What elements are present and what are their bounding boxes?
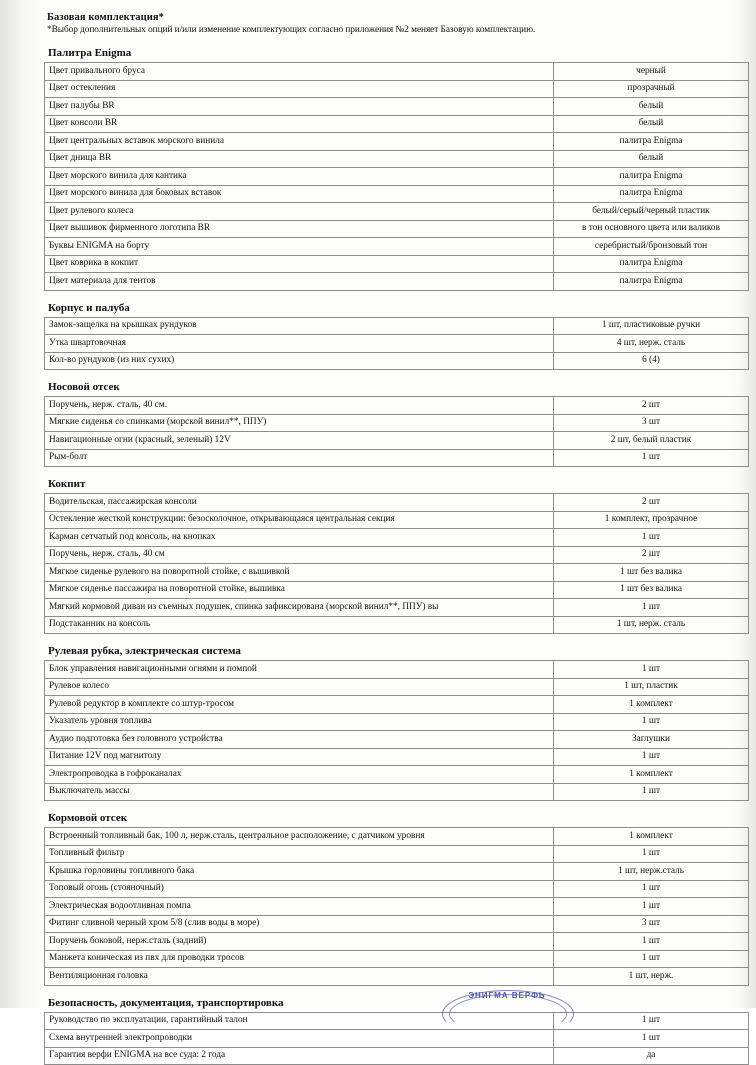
item-name-cell: Цвет рулевого колеса	[45, 203, 554, 221]
table-row	[45, 713, 749, 731]
item-value-cell: белый	[554, 115, 749, 133]
item-value-cell: 1 шт	[554, 880, 749, 898]
table-row	[45, 203, 749, 221]
item-value-cell: 1 шт	[554, 661, 749, 679]
item-value-cell: палитра Enigma	[554, 133, 749, 151]
table-row	[45, 529, 749, 547]
table-row	[45, 933, 749, 951]
item-name-cell: Замок-защелка на крышках рундуков	[45, 317, 554, 335]
item-name-cell: Топовый огонь (стояночный)	[45, 880, 554, 898]
item-value-cell: 1 шт, пластик	[554, 678, 749, 696]
section-title: Безопасность, документация, транспортировка	[48, 997, 730, 1009]
item-value-cell: белый	[554, 98, 749, 116]
spec-section	[44, 812, 730, 986]
spec-table	[44, 1012, 749, 1065]
item-name-cell: Навигационные огни (красный, зеленый) 12V	[45, 432, 554, 450]
spec-section	[44, 381, 730, 467]
table-row	[45, 1030, 749, 1048]
item-value-cell: палитра Enigma	[554, 168, 749, 186]
item-name-cell: Выключатель массы	[45, 783, 554, 801]
spec-section	[44, 645, 730, 801]
spec-section	[44, 997, 730, 1065]
table-row	[45, 678, 749, 696]
table-row	[45, 449, 749, 467]
item-value-cell: 1 шт	[554, 898, 749, 916]
item-value-cell: Заглушки	[554, 731, 749, 749]
item-value-cell: 1 шт	[554, 599, 749, 617]
item-value-cell: 1 шт без валика	[554, 564, 749, 582]
item-value-cell: 1 комплект	[554, 696, 749, 714]
item-name-cell: Фитинг сливной черный хром 5/8 (слив воды в море)	[45, 915, 554, 933]
spec-table	[44, 62, 749, 291]
page-note: *Выбор дополнительных опций и/или изменение комплектующих согласно приложения №2 меняет Базовую комплектацию.	[47, 25, 730, 35]
item-name-cell: Манжета коническая из пвх для проводки тросов	[45, 950, 554, 968]
item-name-cell: Руководство по эксплуатации, гарантийный талон	[45, 1012, 554, 1030]
table-row	[45, 581, 749, 599]
item-name-cell: Цвет привального бруса	[45, 63, 554, 81]
item-name-cell: Рулевой редуктор в комплекте со штур-тросом	[45, 696, 554, 714]
item-name-cell: Питание 12V под магнитолу	[45, 748, 554, 766]
table-row	[45, 828, 749, 846]
table-row	[45, 616, 749, 634]
item-name-cell: Мягкое сиденье пассажира на поворотной стойке, вышивка	[45, 581, 554, 599]
item-name-cell: Электрическая водоотливная помпа	[45, 898, 554, 916]
item-name-cell: Буквы ENIGMA на борту	[45, 238, 554, 256]
item-value-cell: 1 шт	[554, 1030, 749, 1048]
section-title: Кормовой отсек	[48, 812, 730, 824]
table-row	[45, 546, 749, 564]
item-name-cell: Цвет центральных вставок морского винила	[45, 133, 554, 151]
spec-section	[44, 478, 730, 634]
table-row	[45, 783, 749, 801]
item-value-cell: белый	[554, 150, 749, 168]
item-value-cell: в тон основного цвета или валиков	[554, 220, 749, 238]
table-row	[45, 80, 749, 98]
item-name-cell: Цвет днища BR	[45, 150, 554, 168]
table-row	[45, 414, 749, 432]
section-title: Кокпит	[48, 478, 730, 490]
item-value-cell: 1 шт	[554, 713, 749, 731]
item-name-cell: Цвет морского винила для боковых вставок	[45, 185, 554, 203]
table-row	[45, 845, 749, 863]
item-value-cell: 2 шт	[554, 397, 749, 415]
table-row	[45, 494, 749, 512]
spec-table	[44, 493, 749, 634]
item-value-cell: серебристый/бронзовый тон	[554, 238, 749, 256]
spec-table	[44, 317, 749, 371]
table-row	[45, 968, 749, 986]
item-value-cell: 1 шт	[554, 748, 749, 766]
table-row	[45, 133, 749, 151]
stamp-text: ЭНИГМА ВЕРФЬ	[432, 991, 582, 1000]
item-value-cell: 6 (4)	[554, 352, 749, 370]
item-name-cell: Встроенный топливный бак, 100 л, нерж.сталь, центральное расположение, с датчиком уровня	[45, 828, 554, 846]
item-name-cell: Остекление жесткой конструкции: безосколочное, открывающаяся центральная секция	[45, 511, 554, 529]
table-row	[45, 98, 749, 116]
item-value-cell: 1 шт без валика	[554, 581, 749, 599]
table-row	[45, 63, 749, 81]
item-value-cell: 1 шт, пластиковые ручки	[554, 317, 749, 335]
item-value-cell: 2 шт, белый пластик	[554, 432, 749, 450]
item-name-cell: Топливный фильтр	[45, 845, 554, 863]
item-name-cell: Поручень, нерж. сталь, 40 см	[45, 546, 554, 564]
table-row	[45, 352, 749, 370]
item-value-cell: 1 шт	[554, 845, 749, 863]
item-value-cell: 1 комплект	[554, 766, 749, 784]
item-name-cell: Аудио подготовка без головного устройства	[45, 731, 554, 749]
table-row	[45, 432, 749, 450]
table-row	[45, 273, 749, 291]
item-value-cell: 1 комплект, прозрачное	[554, 511, 749, 529]
item-value-cell: 2 шт	[554, 494, 749, 512]
item-name-cell: Цвет остекления	[45, 80, 554, 98]
section-title: Корпус и палуба	[48, 302, 730, 314]
section-title: Палитра Enigma	[48, 47, 730, 59]
section-title: Носовой отсек	[48, 381, 730, 393]
item-value-cell: 2 шт	[554, 546, 749, 564]
item-name-cell: Указатель уровня топлива	[45, 713, 554, 731]
table-row	[45, 1047, 749, 1065]
item-value-cell: 1 шт	[554, 449, 749, 467]
section-title: Рулевая рубка, электрическая система	[48, 645, 730, 657]
table-row	[45, 397, 749, 415]
table-row	[45, 238, 749, 256]
company-stamp	[432, 988, 582, 1022]
item-name-cell: Цвет консоли BR	[45, 115, 554, 133]
item-name-cell: Цвет палубы BR	[45, 98, 554, 116]
item-name-cell: Рым-болт	[45, 449, 554, 467]
item-name-cell: Рулевое колесо	[45, 678, 554, 696]
table-row	[45, 748, 749, 766]
table-row	[45, 335, 749, 353]
item-name-cell: Мягкое сиденье рулевого на поворотной стойке, с вышивкой	[45, 564, 554, 582]
item-name-cell: Утка швартовочная	[45, 335, 554, 353]
item-value-cell: прозрачный	[554, 80, 749, 98]
item-name-cell: Цвет материала для тентов	[45, 273, 554, 291]
table-row	[45, 564, 749, 582]
item-name-cell: Мягкий кормовой диван из съемных подушек, спинка зафиксирована (морской винил**, ППУ) вы	[45, 599, 554, 617]
table-row	[45, 696, 749, 714]
item-name-cell: Цвет морского винила для кантика	[45, 168, 554, 186]
table-row	[45, 220, 749, 238]
spec-table	[44, 660, 749, 801]
table-row	[45, 511, 749, 529]
item-name-cell: Цвет вышивок фирменного логотипа BR	[45, 220, 554, 238]
item-value-cell: белый/серый/черный пластик	[554, 203, 749, 221]
page-title: Базовая комплектация*	[47, 12, 730, 23]
item-name-cell: Электропроводка в гофроканалах	[45, 766, 554, 784]
item-value-cell: 1 шт, нерж. сталь	[554, 616, 749, 634]
spec-table	[44, 827, 749, 986]
item-name-cell: Поручень, нерж. сталь, 40 см.	[45, 397, 554, 415]
item-value-cell: палитра Enigma	[554, 185, 749, 203]
item-name-cell: Блок управления навигационными огнями и помпой	[45, 661, 554, 679]
table-row	[45, 731, 749, 749]
item-value-cell: 1 шт	[554, 529, 749, 547]
table-row	[45, 599, 749, 617]
item-name-cell: Схема внутренней электропроводки	[45, 1030, 554, 1048]
item-name-cell: Мягкие сиденья со спинками (морской винил**, ППУ)	[45, 414, 554, 432]
item-value-cell: 1 шт	[554, 950, 749, 968]
item-name-cell: Подстаканник на консоль	[45, 616, 554, 634]
sections-container	[44, 47, 730, 1065]
item-name-cell: Вентиляционная головка	[45, 968, 554, 986]
table-row	[45, 185, 749, 203]
spec-table	[44, 396, 749, 467]
item-name-cell: Поручень боковой, нерж.сталь (задний)	[45, 933, 554, 951]
item-value-cell: 1 шт, нерж.сталь	[554, 863, 749, 881]
table-row	[45, 950, 749, 968]
item-value-cell: 3 шт	[554, 915, 749, 933]
table-row	[45, 915, 749, 933]
item-name-cell: Водительская, пассажирская консоли	[45, 494, 554, 512]
item-value-cell: 1 шт, нерж.	[554, 968, 749, 986]
table-row	[45, 880, 749, 898]
spec-section	[44, 302, 730, 371]
table-row	[45, 150, 749, 168]
item-value-cell: черный	[554, 63, 749, 81]
item-name-cell: Кол-во рундуков (из них сухих)	[45, 352, 554, 370]
table-row	[45, 1012, 749, 1030]
table-row	[45, 863, 749, 881]
item-name-cell: Цвет коврика в кокпит	[45, 255, 554, 273]
item-value-cell: палитра Enigma	[554, 273, 749, 291]
item-name-cell: Гарантия верфи ENIGMA на все суда: 2 года	[45, 1047, 554, 1065]
spec-section	[44, 47, 730, 291]
item-name-cell: Карман сетчатый под консоль, на кнопках	[45, 529, 554, 547]
item-value-cell: да	[554, 1047, 749, 1065]
table-row	[45, 115, 749, 133]
table-row	[45, 168, 749, 186]
table-row	[45, 766, 749, 784]
table-row	[45, 898, 749, 916]
item-name-cell: Крышка горловины топливного бака	[45, 863, 554, 881]
table-row	[45, 661, 749, 679]
item-value-cell: 1 шт	[554, 933, 749, 951]
table-row	[45, 255, 749, 273]
item-value-cell: 1 шт	[554, 1012, 749, 1030]
item-value-cell: 4 шт, нерж. сталь	[554, 335, 749, 353]
item-value-cell: палитра Enigma	[554, 255, 749, 273]
item-value-cell: 3 шт	[554, 414, 749, 432]
item-value-cell: 1 комплект	[554, 828, 749, 846]
table-row	[45, 317, 749, 335]
item-value-cell: 1 шт	[554, 783, 749, 801]
